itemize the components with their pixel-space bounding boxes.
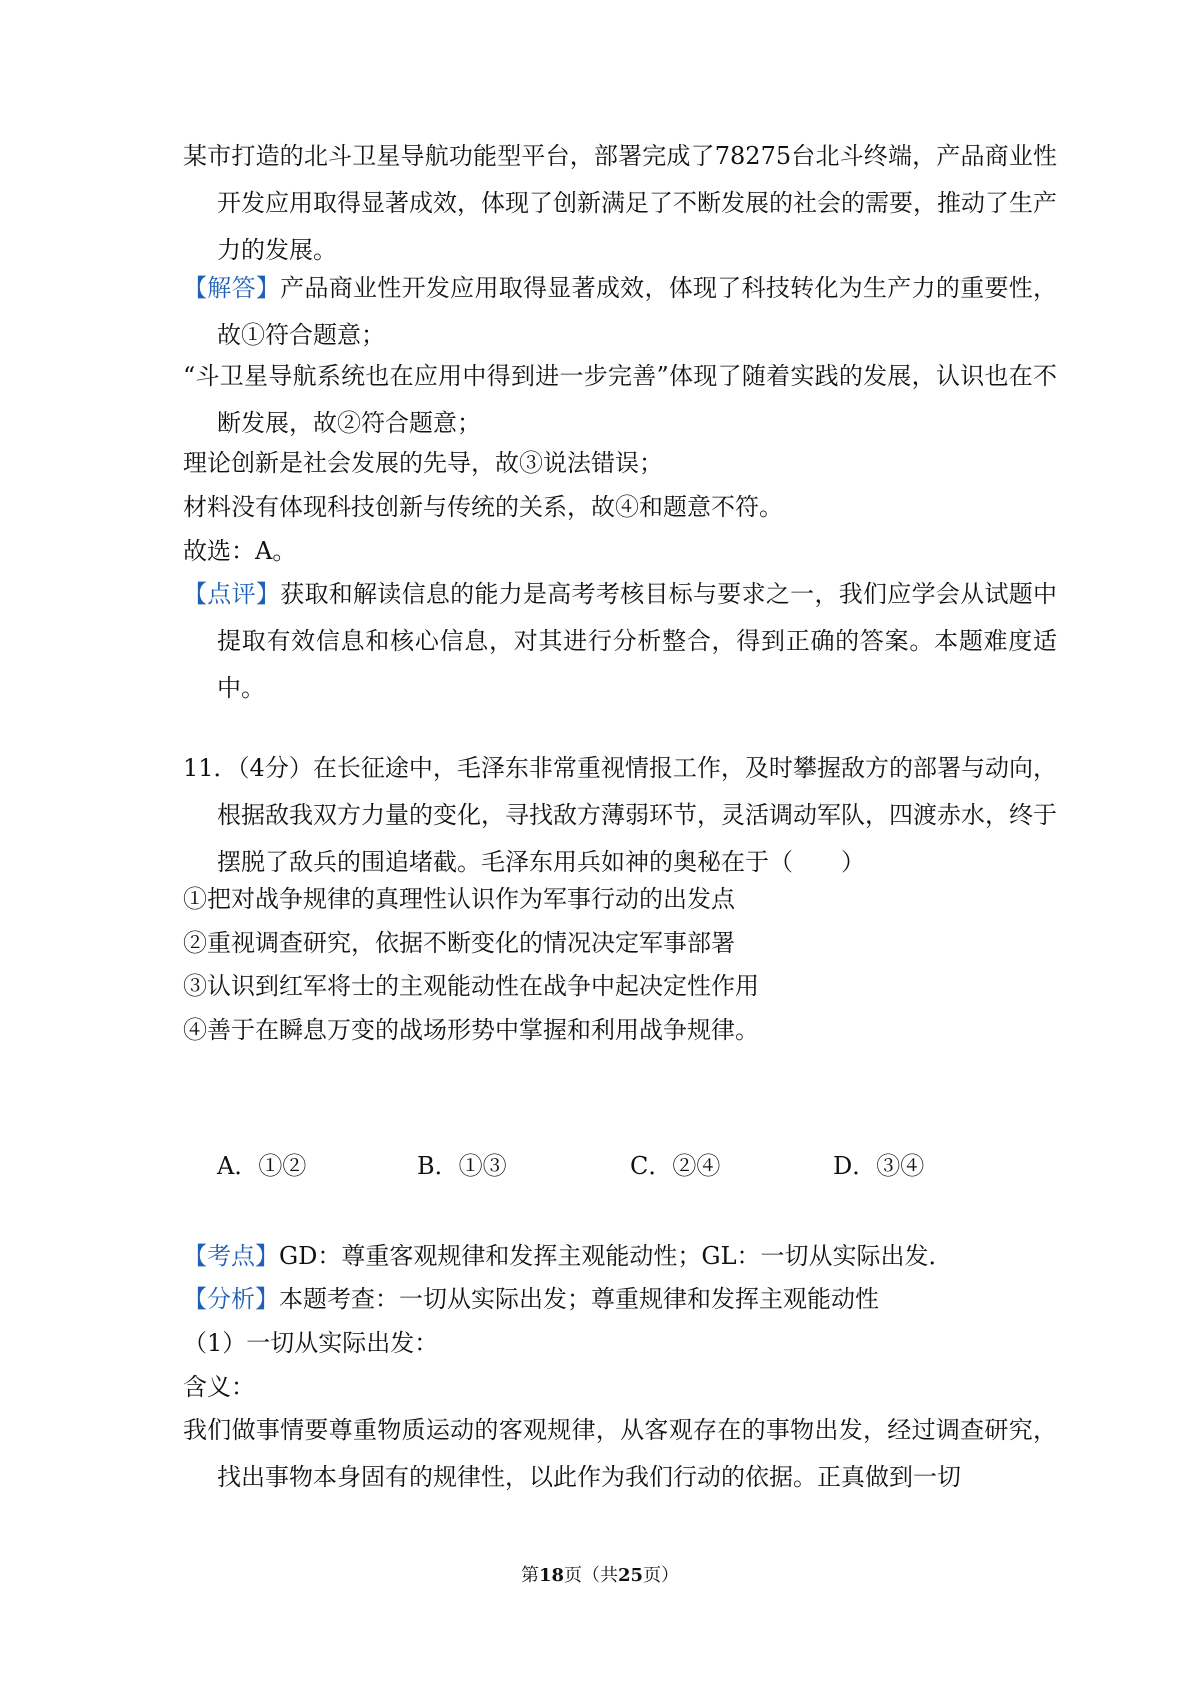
analysis-text: 本题考查：一切从实际出发；尊重规律和发挥主观能动性 <box>279 1285 879 1313</box>
page-footer <box>0 1563 1200 1589</box>
paragraph-point-4 <box>183 484 1057 531</box>
comment-tag: 【点评】 <box>183 580 281 608</box>
question-item-4-text: ④善于在瞬息万变的战场形势中掌握和利用战争规律。 <box>183 1016 759 1044</box>
analysis-point <box>183 1233 1057 1280</box>
analysis-sub-1-text: （1）一切从实际出发： <box>183 1329 439 1357</box>
footer-page-number: 18 <box>538 1565 564 1586</box>
question-item-1 <box>183 876 1057 923</box>
choice-text: 故选：A。 <box>183 537 297 565</box>
analysis-sub-2 <box>183 1364 1057 1411</box>
paragraph-point-3 <box>183 440 1057 487</box>
paragraph-point-2-text: “斗卫星导航系统也在应用中得到进一步完善”体现了随着实践的发展，认识也在不断发展，故②符合题意； <box>183 362 1057 437</box>
analysis-heading <box>183 1276 1057 1323</box>
question-item-2-text: ②重视调查研究，依据不断变化的情况决定军事部署 <box>183 929 735 957</box>
paragraph-point-2 <box>183 353 1057 447</box>
paragraph-point-4-text: 材料没有体现科技创新与传统的关系，故④和题意不符。 <box>183 493 783 521</box>
analysis-tag: 【分析】 <box>183 1285 279 1313</box>
option-b: B．①③ <box>417 1152 507 1180</box>
question-item-3 <box>183 963 1057 1010</box>
option-d: D．③④ <box>833 1152 925 1180</box>
question-item-1-text: ①把对战争规律的真理性认识作为军事行动的出发点 <box>183 885 735 913</box>
analysis-sub-3 <box>183 1407 1057 1501</box>
answer-tag: 【解答】 <box>183 274 281 302</box>
question-item-2 <box>183 920 1057 967</box>
paragraph-comment <box>183 571 1057 712</box>
footer-mid: 页（共 <box>564 1565 618 1586</box>
question-stem <box>183 745 1057 886</box>
answer-text: 产品商业性开发应用取得显著成效，体现了科技转化为生产力的重要性，故①符合题意； <box>217 274 1058 349</box>
answer-options <box>0 1143 1200 1190</box>
paragraph-choice <box>183 528 1057 575</box>
footer-prefix: 第 <box>520 1565 539 1586</box>
comment-text: 获取和解读信息的能力是高考考核目标与要求之一，我们应学会从试题中提取有效信息和核心信息，对其进行分析整合，得到正确的答案。本题难度适中。 <box>217 580 1058 702</box>
question-item-4 <box>183 1007 1057 1054</box>
paragraph-answer <box>183 265 1057 359</box>
question-item-3-text: ③认识到红军将士的主观能动性在战争中起决定性作用 <box>183 972 759 1000</box>
analysis-sub-3-text: 我们做事情要尊重物质运动的客观规律，从客观存在的事物出发，经过调查研究，找出事物本身固有的规律性，以此作为我们行动的依据。正真做到一切 <box>183 1416 1057 1491</box>
paragraph-point-3-text: 理论创新是社会发展的先导，故③说法错误； <box>183 449 663 477</box>
analysis-sub-2-text: 含义： <box>183 1373 255 1401</box>
footer-total-pages: 25 <box>618 1565 644 1586</box>
paragraph-intro-text: 某市打造的北斗卫星导航功能型平台，部署完成了78275台北斗终端，产品商业性开发应用取得显著成效，体现了创新满足了不断发展的社会的需要，推动了生产力的发展。 <box>183 142 1057 264</box>
question-stem-text: 11．（4分）在长征途中，毛泽东非常重视情报工作，及时攀握敌方的部署与动向，根据敌我双方力量的变化，寻找敌方薄弱环节，灵活调动军队，四渡赤水，终于摆脱了敌兵的围追堵截。毛泽东用兵如神的奥秘在于（ ） <box>183 754 1057 876</box>
point-text: GD：尊重客观规律和发挥主观能动性；GL：一切从实际出发． <box>279 1242 953 1270</box>
option-a: A．①② <box>217 1152 307 1180</box>
point-tag: 【考点】 <box>183 1242 279 1270</box>
analysis-sub-1 <box>183 1320 1057 1367</box>
paragraph-intro <box>183 133 1057 274</box>
footer-suffix: 页） <box>643 1565 680 1586</box>
option-c: C．②④ <box>630 1152 721 1180</box>
